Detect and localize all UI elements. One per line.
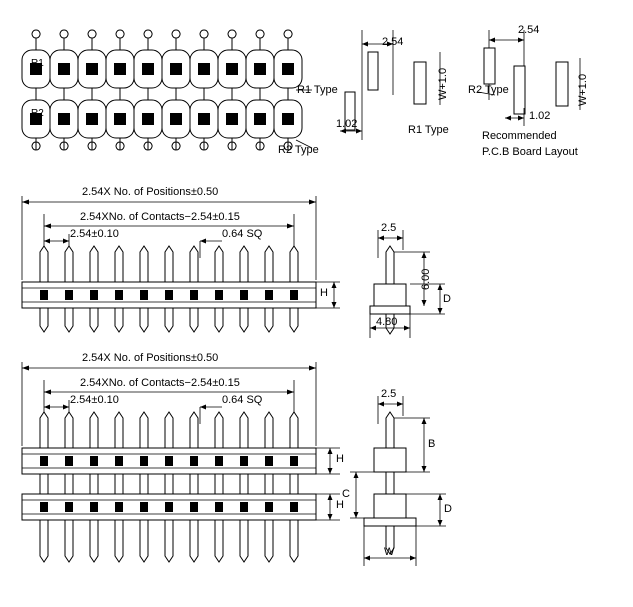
top-left-rows [22,30,312,150]
pcb-r1-pitch-label: 2.54 [382,36,404,48]
pcb-r2-caption-line2: P.C.B Board Layout [482,146,578,158]
double-row-overall-dim: 2.54X No. of Positions±0.50 [82,352,219,364]
pcb-r1-gap-label: 1.02 [336,118,358,130]
row1-r-label: R1 [31,58,44,69]
double-row-h-bottom-dim: H [336,499,344,511]
double-row-pitch-dim: 2.54±0.10 [70,394,119,406]
single-side-top-dim: 2.5 [381,222,397,234]
double-row-contacts-dim: 2.54XNo. of Contacts−2.54±0.15 [80,377,240,389]
double-side-b-dim: B [428,438,436,450]
r1-type-leader-label: R1 Type [297,84,338,96]
pcb-r2-type-label: R2 Type [468,84,509,96]
row2-pin2-label: 2 [59,116,65,127]
single-side-base-dim: 4.80 [376,316,398,328]
double-row-pin-dim: 0.64 SQ [222,394,263,406]
double-side-d-dim: D [444,503,452,515]
pcb-r2-caption-line1: Recommended [482,130,557,142]
pcb-r1-width-label: W+1.0 [437,67,449,100]
double-side-w-dim: W [384,546,395,558]
single-row-h-dim: H [320,287,328,299]
double-row-side [350,396,446,566]
double-side-top-dim: 2.5 [381,388,397,400]
single-row-pitch-dim: 2.54±0.10 [70,228,119,240]
single-side-d-dim: D [443,293,451,305]
single-row-overall-dim: 2.54X No. of Positions±0.50 [82,186,219,198]
pcb-r1-caption: R1 Type [408,124,449,136]
pcb-r2-pitch-label: 2.54 [518,24,540,36]
r2-type-leader-label: R2 Type [278,144,319,156]
single-row-contacts-dim: 2.54XNo. of Contacts−2.54±0.15 [80,211,240,223]
pcb-r2-width-label: W+1.0 [577,73,589,106]
single-row-pin-dim: 0.64 SQ [222,228,263,240]
row1-pin2-label: 2 [59,66,65,77]
pcb-r2-gap-label: 1.02 [529,110,551,122]
double-side-c-dim: C [342,488,350,500]
double-row-front [22,362,340,562]
double-row-h-top-dim: H [336,453,344,465]
single-side-height-dim: 6.00 [420,268,432,290]
row2-r-label: R2 [31,108,44,119]
